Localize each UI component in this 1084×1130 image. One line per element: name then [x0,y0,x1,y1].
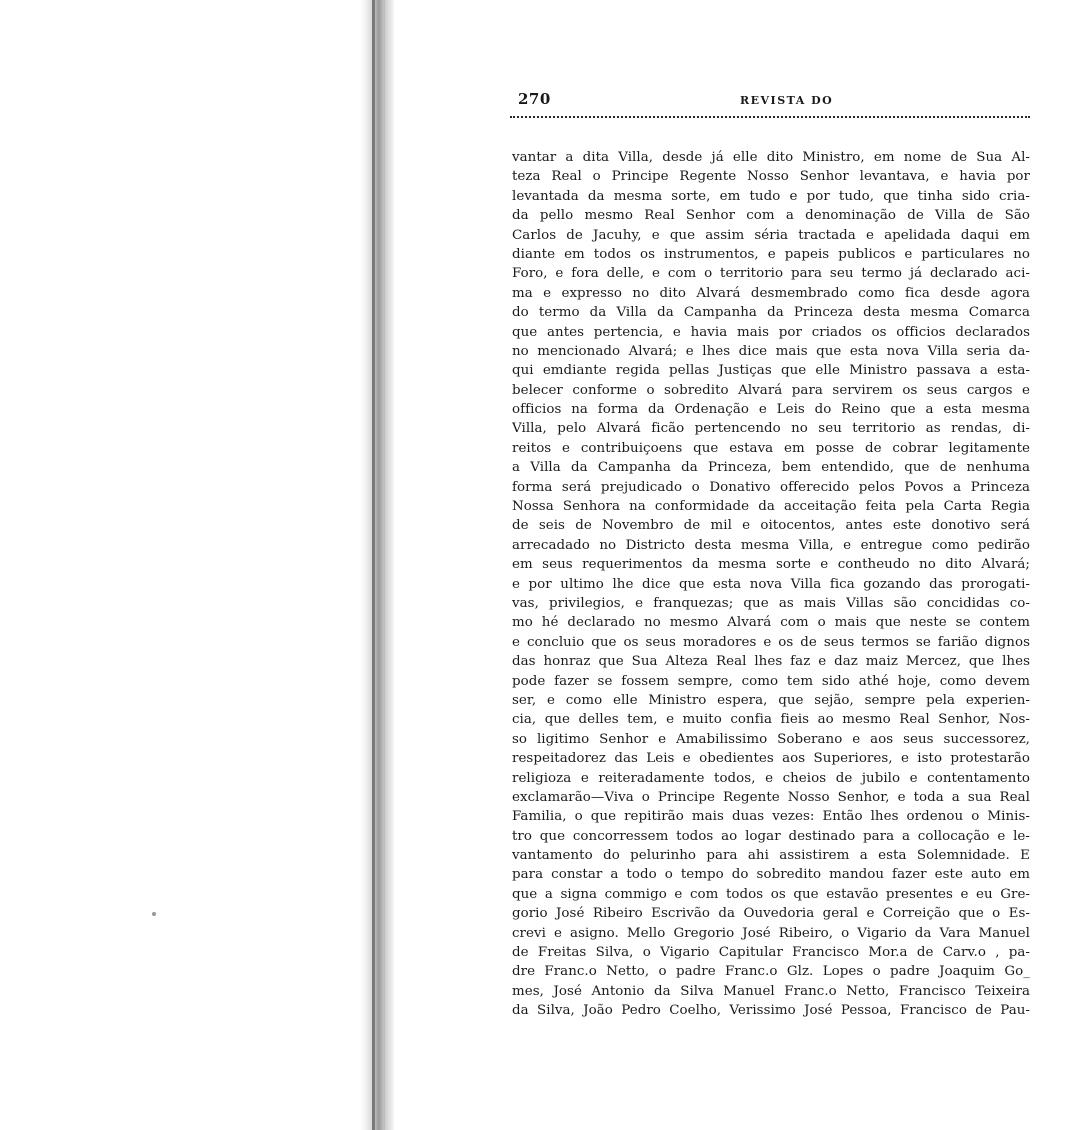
header-rule [510,116,1030,118]
text-line: crevi e asigno. Mello Gregorio José Ribeiro, o Vigario da Vara Manuel [512,925,1030,941]
text-line: a Villa da Campanha da Princeza, bem entendido, que de nenhuma [512,460,1030,476]
text-line: mo hé declarado no mesmo Alvará com o mais que neste se contem [512,615,1030,631]
text-line: Villa, pelo Alvará ficão pertencendo no seu territorio as rendas, di- [512,421,1030,437]
text-line: Foro, e fora delle, e com o territorio para seu termo já declarado aci- [512,266,1030,282]
text-line: arrecadado no Districto desta mesma Villa, e entregue como pedirão [512,537,1030,553]
text-line: vantamento do pelurinho para ahi assistirem a esta Solemnidade. E [512,848,1030,864]
text-line: religioza e reiteradamente todos, e cheios de jubilo e contentamento [512,770,1030,786]
text-line: forma será prejudicado o Donativo offerecido pelos Povos a Princeza [512,479,1030,495]
text-line: que a signa commigo e com todos os que estavão presentes e eu Gre- [512,886,1030,902]
text-line: e concluio que os seus moradores e os de seus termos se farião dignos [512,634,1030,650]
gutter-shadow-line [372,0,375,1130]
page-number: 270 [518,90,551,108]
text-line: cia, que delles tem, e muito confia fieis ao mesmo Real Senhor, Nos- [512,712,1030,728]
running-head: REVISTA DO [740,94,834,107]
paper-speck [152,912,156,916]
text-line: tro que concorressem todos ao logar destinado para a collocação e le- [512,828,1030,844]
text-line: gorio José Ribeiro Escrivão da Ouvedoria geral e Correição que o Es- [512,906,1030,922]
text-line: respeitadorez das Leis e obedientes aos Superiores, e isto protestarão [512,751,1030,767]
text-line: vas, privilegios, e franquezas; que as mais Villas são concididas co- [512,595,1030,611]
text-line: exclamarão—Viva o Principe Regente Nosso Senhor, e toda a sua Real [512,789,1030,805]
text-line: Carlos de Jacuhy, e que assim séria tractada e apelidada daqui em [512,227,1030,243]
text-line: no mencionado Alvará; e lhes dice mais que esta nova Villa seria da- [512,343,1030,359]
text-line: ser, e como elle Ministro espera, que sejão, sempre pela experien- [512,692,1030,708]
text-line: reitos e contribuiçoens que estava em posse de cobrar legitamente [512,440,1030,456]
text-line: belecer conforme o sobredito Alvará para servirem os seus cargos e [512,382,1030,398]
text-line: que antes pertencia, e havia mais por criados os officios declarados [512,324,1030,340]
text-line: e por ultimo lhe dice que esta nova Villa fica gozando das prorogati- [512,576,1030,592]
text-line: officios na forma da Ordenação e Leis do Reino que a esta mesma [512,402,1030,418]
text-line: dre Franc.o Netto, o padre Franc.o Glz. Lopes o padre Joaquim Go_ [512,964,1030,980]
text-line: Nossa Senhora na conformidade da acceitação feita pela Carta Regia [512,499,1030,515]
text-line: da pello mesmo Real Senhor com a denominação de Villa de São [512,208,1030,224]
page-header [518,88,1032,112]
text-line: em seus requerimentos da mesma sorte e contheudo no dito Alvará; [512,557,1030,573]
text-line: diante em todos os instrumentos, e papeis publicos e particulares no [512,246,1030,262]
text-line: de Freitas Silva, o Vigario Capitular Francisco Mor.a de Carv.o , pa- [512,945,1030,961]
text-line: da Silva, João Pedro Coelho, Verissimo José Pessoa, Francisco de Pau- [512,1003,1030,1019]
text-line: levantada da mesma sorte, em tudo e por tudo, que tinha sido cria- [512,188,1030,204]
text-line: para constar a todo o tempo do sobredito mandou fazer este auto em [512,867,1030,883]
text-line: teza Real o Principe Regente Nosso Senhor levantava, e havia por [512,169,1030,185]
text-line: vantar a dita Villa, desde já elle dito Ministro, em nome de Sua Al- [512,150,1030,165]
text-line: pode fazer se fossem sempre, como tem sido athé hoje, como devem [512,673,1030,689]
text-line: das honraz que Sua Alteza Real lhes faz e daz maiz Mercez, que lhes [512,654,1030,670]
text-line: mes, José Antonio da Silva Manuel Franc.o Netto, Francisco Teixeira [512,983,1030,999]
text-line: do termo da Villa da Campanha da Princeza desta mesma Comarca [512,305,1030,321]
text-line: so ligitimo Senhor e Amabilissimo Soberano e aos seus successorez, [512,731,1030,747]
text-line: ma e expresso no dito Alvará desmembrado como fica desde agora [512,285,1030,301]
text-line: Familia, o que repitirão mais duas vezes: Então lhes ordenou o Minis- [512,809,1030,825]
book-gutter [360,0,394,1130]
gutter-edge-line [384,0,385,1130]
text-line: qui emdiante regida pellas Justiças que elle Ministro passava a esta- [512,363,1030,379]
text-line: de seis de Novembro de mil e oitocentos, antes este donotivo será [512,518,1030,534]
body-text [512,148,1030,1021]
